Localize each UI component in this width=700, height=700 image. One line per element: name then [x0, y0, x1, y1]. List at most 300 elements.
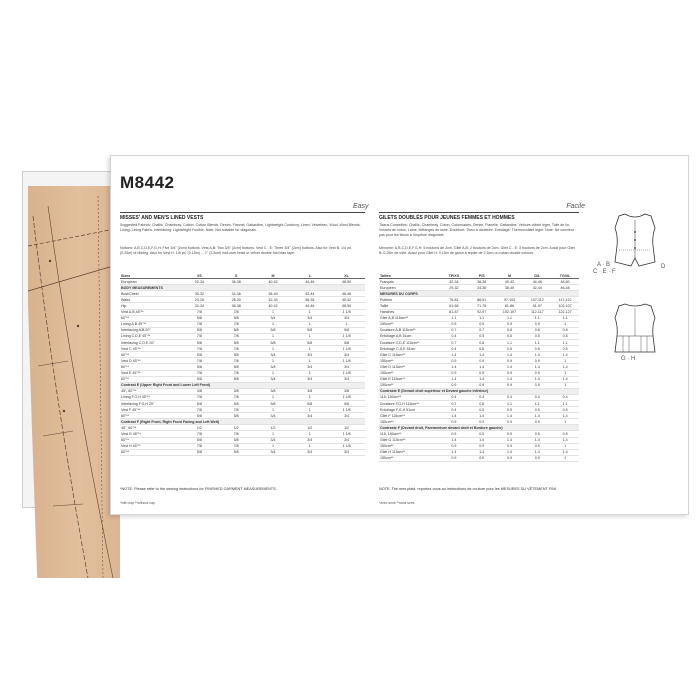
table-cell: 1.4	[506, 352, 512, 357]
notions-fr: Mercerie: A,B,C,D,E,F,G,H: 5 boutons de 2cm. Gilet A,B: 2 boutons de 2cm. Gilet C - E: 3 boutons de 2cm. Aussi pour Gilet B: 0,25m de côte. Aussi pour Gilet H: 0,15m de galon à replier de 2,5cm ou ruban double velours.	[379, 246, 575, 256]
table-cell: 46-48	[560, 285, 570, 290]
table-cell: 1 1/8	[342, 431, 351, 436]
table-cell: 0.5	[479, 334, 485, 339]
table-cell: 5/8	[270, 401, 276, 406]
table-cell: 30-32	[194, 291, 204, 296]
table-cell: 0.5	[506, 334, 512, 339]
table-cell: 34-36	[231, 291, 241, 296]
table-header-cell: XL	[344, 273, 349, 278]
table-cell: 60"**	[121, 316, 130, 321]
table-cell: 1 1/8	[342, 334, 351, 339]
table-cell: 115, 150cm**	[380, 395, 402, 400]
skill-level-fr: Facile	[566, 203, 585, 210]
table-cell: 5/8	[196, 352, 202, 357]
table-cell: 36-38	[231, 279, 241, 284]
table-cell: 5/8	[196, 401, 202, 406]
table-cell: 0.4	[451, 395, 457, 400]
table-cell: Contraste F (Devant droit, Parementure devant droit et Bordure gauche)	[380, 425, 503, 430]
table-cell: 0.4	[534, 395, 540, 400]
table-cell: 0.5	[479, 407, 485, 412]
table-cell: Gilet G 115cm**	[380, 438, 406, 443]
table-cell: 0.4	[451, 334, 457, 339]
table-cell: 7/8	[196, 431, 202, 436]
table-cell: 0.5	[534, 407, 540, 412]
table-cell: Vest G 45"**	[121, 431, 141, 436]
table-cell: 60"**	[121, 438, 130, 443]
table-cell: 48-50	[341, 304, 352, 309]
tissue-markings	[28, 186, 120, 578]
table-cell: 5/8	[196, 328, 202, 333]
table-cell: 5/8	[307, 340, 313, 345]
table-cell: 5/8	[233, 364, 239, 369]
table-cell: 1.4	[479, 438, 485, 443]
table-cell: 40-42	[504, 279, 515, 284]
table-cell: 76-81	[449, 297, 459, 302]
table-cell: 36-38	[477, 279, 487, 284]
table-cell: 3/4	[344, 352, 350, 357]
table-cell: 1/2	[307, 425, 313, 430]
table-cell: 0.8	[506, 328, 512, 333]
table-cell: 5/8	[196, 364, 202, 369]
table-cell: 0.5	[534, 334, 540, 339]
table-cell: 1	[271, 310, 274, 315]
table-cell: 3/4	[344, 450, 350, 455]
table-cell: 60"**	[121, 450, 130, 455]
table-cell: 61-66	[449, 304, 459, 309]
table-cell: 5/8	[196, 413, 202, 418]
table-cell: 60"**	[121, 413, 130, 418]
table-cell: 7/8	[233, 431, 239, 436]
table-cell: 3/4	[307, 377, 313, 382]
table-cell: 0.4	[506, 395, 512, 400]
table-cell: 1	[271, 358, 274, 363]
table-cell: 5/8	[270, 340, 276, 345]
table-cell: 5/8	[196, 438, 202, 443]
table-cell: 150cm**	[380, 444, 394, 449]
table-cell: 0.9	[479, 419, 485, 424]
table-cell: 150cm**	[380, 358, 394, 363]
table-cell: 0.5	[562, 431, 568, 436]
table-cell: 1.4	[506, 450, 512, 455]
table-cell: 1	[308, 334, 311, 339]
table-cell: 5/8	[344, 401, 350, 406]
table-cell: 7/8	[196, 310, 202, 315]
table-cell: Vest C 45"**	[121, 346, 141, 351]
table-cell: 7/8	[196, 346, 202, 351]
table-cell: 1.4	[562, 352, 568, 357]
table-cell: 32-34	[194, 304, 204, 309]
table-cell: 1.4	[451, 377, 457, 382]
table-cell: 44-46	[532, 279, 542, 284]
table-cell: 7/8	[233, 395, 239, 400]
table-cell: 1	[308, 358, 311, 363]
table-cell: 3/8	[196, 389, 202, 394]
table-cell: 0.9	[534, 371, 540, 376]
table-cell: 1	[564, 383, 567, 388]
table-cell: Lining F,G,H 45"**	[121, 395, 150, 400]
table-cell: 0.9	[451, 456, 457, 461]
table-cell: 0.5	[479, 431, 485, 436]
table-cell: 1.4	[534, 352, 540, 357]
table-cell: 3/4	[270, 450, 276, 455]
header-rule	[379, 212, 579, 213]
table-header-cell: M	[507, 273, 511, 278]
table-cell: 1	[271, 371, 274, 376]
table-cell: 1.1	[506, 401, 512, 406]
table-cell: 3/4	[307, 413, 313, 418]
table-header-cell: M	[271, 273, 275, 278]
table-cell: Contraste E (Devant droit supérieur et Devant gauche inférieur)	[380, 389, 489, 394]
table-cell: 0.9	[479, 383, 485, 388]
table-cell: 81-86	[504, 304, 515, 309]
table-cell: 32-34	[194, 279, 204, 284]
table-cell: 7/8	[233, 322, 239, 327]
table-cell: 112-117	[530, 310, 544, 315]
table-cell: 71-76	[477, 304, 487, 309]
table-cell: 3/4	[270, 352, 276, 357]
table-cell: 3/4	[344, 438, 350, 443]
table-cell: BODY MEASUREMENTS	[121, 285, 163, 290]
table-cell: 1	[308, 322, 311, 327]
table-cell: 1.4	[451, 438, 457, 443]
table-cell: Gilet F 115cm**	[380, 413, 405, 418]
table-cell: 7/8	[233, 334, 239, 339]
table-cell: Vest H 45"**	[121, 444, 141, 449]
front-view-drawing	[595, 206, 675, 286]
table-cell: 5/8	[344, 328, 350, 333]
table-cell: 45", 60"**	[121, 425, 137, 430]
table-cell: 0.5	[562, 407, 568, 412]
table-cell: 7/8	[233, 407, 239, 412]
table-cell: 42-44	[532, 285, 542, 290]
table-cell: 29-32	[449, 285, 459, 290]
table-cell: 0.5	[562, 346, 568, 351]
table-cell: 0.4	[479, 395, 485, 400]
table-cell: 5/8	[196, 340, 202, 345]
fabrics-fr: Tissus Conseillés: Challis, Chambray, Coton, Cotonnades, Denim, Flanelle, Gabardine, Velours côtelé léger, Toile de lin, Velours de coton, Laine, Mélanges de laine. Doublure: Tissu à doublure. Entoilage: Thermocollant léger. Note: Ne convient pas pour les tissus à l'imprimé diagonale.	[379, 223, 574, 238]
table-cell: Hip	[121, 304, 127, 309]
table-cell: 3/4	[307, 352, 313, 357]
pattern-tissue	[28, 186, 120, 578]
table-cell: 60"**	[121, 377, 130, 382]
table-cell: Interfacing C,D,E 20"	[121, 340, 155, 345]
table-cell: 0.5	[534, 431, 540, 436]
skill-level-en: Easy	[353, 203, 369, 210]
table-header-cell: TP/XS	[448, 273, 460, 278]
table-cell: 1.4	[451, 364, 457, 369]
table-cell: 28-30	[231, 297, 241, 302]
table-cell: 0.9	[534, 383, 540, 388]
table-cell: 0.9	[534, 358, 540, 363]
table-cell: 0.9	[534, 419, 540, 424]
table-cell: 7/8	[196, 395, 202, 400]
table-cell: 5/8	[344, 340, 350, 345]
footnote-en: *NOTE: Please refer to the sewing instructions for FINISHED GARMENT MEASUREMENTS.	[120, 487, 277, 491]
table-cell: 1 1/8	[342, 358, 351, 363]
table-cell: 0.7	[451, 340, 457, 345]
table-cell: 44-46	[305, 304, 315, 309]
table-cell: 1.1	[562, 316, 568, 321]
table-cell: 0.8	[479, 401, 485, 406]
view-label-d: D	[661, 264, 666, 270]
table-cell: 48-50	[560, 279, 570, 284]
table-cell: 3/4	[307, 438, 313, 443]
nap-key-en: *with nap **without nap	[120, 501, 155, 505]
table-cell: Doublure C,D,E 115cm**	[380, 340, 420, 345]
table-cell: Entoilage F,G,H 51cm	[380, 407, 415, 412]
table-cell: 3/8	[307, 389, 313, 394]
table-cell: 38-40	[504, 285, 515, 290]
table-cell: 36-38	[305, 297, 315, 302]
table-cell: 1.1	[562, 340, 568, 345]
table-cell: Vest F 45"**	[121, 407, 141, 412]
table-cell: 3/8	[344, 389, 350, 394]
table-header-cell: TG/XL	[559, 273, 571, 278]
table-cell: Interfacing A,B 20"	[121, 328, 151, 333]
table-cell: 0.5	[479, 346, 485, 351]
table-cell: 0.9	[451, 358, 457, 363]
table-cell: 5/8	[233, 352, 239, 357]
table-cell: Gilet C 115cm**	[380, 352, 406, 357]
table-cell: 7/8	[196, 371, 202, 376]
table-cell: Gilet E 115cm**	[380, 377, 406, 382]
table-cell: 5/8	[307, 401, 313, 406]
table-cell: 3/4	[307, 316, 313, 321]
title-en: MISSES' AND MEN'S LINED VESTS	[120, 215, 204, 221]
back-view-drawing	[595, 296, 675, 376]
table-cell: 1	[345, 322, 348, 327]
table-cell: 97-102	[503, 297, 516, 302]
table-cell: 1	[308, 346, 311, 351]
table-cell: 32-34	[268, 297, 278, 302]
table-cell: 0.9	[506, 371, 512, 376]
table-cell: 1	[271, 346, 274, 351]
table-cell: 1	[564, 371, 567, 376]
table-cell: 3/4	[307, 364, 313, 369]
table-cell: 1	[308, 371, 311, 376]
table-cell: 0.9	[506, 444, 512, 449]
table-cell: 0.5	[534, 346, 540, 351]
table-cell: Vest A,B 45"**	[121, 310, 144, 315]
table-cell: Français	[380, 279, 394, 284]
table-cell: 7/8	[233, 371, 239, 376]
table-cell: 7/8	[196, 407, 202, 412]
table-cell: 0.5	[451, 431, 457, 436]
table-cell: 0.9	[506, 358, 512, 363]
table-cell: 1/2	[196, 425, 202, 430]
table-cell: 7/8	[233, 310, 239, 315]
table-cell: 1.4	[451, 450, 457, 455]
table-cell: 1	[271, 431, 274, 436]
table-cell: 1.1	[506, 316, 512, 321]
table-cell: 86-91	[477, 297, 487, 302]
table-cell: Vest D 45"**	[121, 358, 141, 363]
yardage-table-fr	[379, 273, 579, 462]
table-cell: 0.9	[506, 383, 512, 388]
table-cell: 38-40	[268, 291, 278, 296]
table-cell: 32-34	[449, 279, 459, 284]
table-cell: 0.9	[534, 322, 540, 327]
table-cell: 102-107	[558, 304, 572, 309]
table-cell: 0.8	[534, 328, 540, 333]
table-cell: MESURES DU CORPS	[380, 291, 418, 296]
table-cell: Gilet A,B 115cm**	[380, 316, 409, 321]
table-cell: 150cm**	[380, 322, 394, 327]
table-cell: 1	[564, 444, 567, 449]
table-cell: 1 1/8	[342, 444, 351, 449]
table-cell: 5/8	[196, 450, 202, 455]
table-cell: 1	[308, 431, 311, 436]
table-cell: 1/2	[233, 425, 239, 430]
table-cell: Vest E 45"**	[121, 371, 141, 376]
table-cell: 1	[271, 322, 274, 327]
table-cell: 91-97	[532, 304, 542, 309]
table-cell: 3/4	[270, 438, 276, 443]
table-cell: 40-42	[268, 304, 278, 309]
english-column	[120, 156, 369, 514]
table-cell: 5/8	[233, 450, 239, 455]
yardage-table-en	[120, 273, 365, 456]
table-cell: 48-50	[341, 279, 352, 284]
table-cell: 0.9	[479, 322, 485, 327]
table-cell: 0.9	[479, 444, 485, 449]
table-cell: 7/8	[196, 322, 202, 327]
table-cell: 150cm**	[380, 419, 394, 424]
footnote-fr: NOTE: Tiré mes plaid, reportez-vous au instructions de couture pour les MESURES DU VÊTEMENT FINI.	[379, 487, 558, 491]
notions-en: Notions: A,B,C,D,E,F,G,H: Five 3/4" (2cm) buttons. Vest A,B: Two 3/4" (2cm) buttons. Vest C - E: Three 3/4" (2cm) buttons. Also for Vest B: 1/4 yd. (0.25m) of ribbing. Also for Vest H: 1/8 yd. (0.15m) ... 1" (2.5cm) fold-over braid or velvet double fold bias tape.	[120, 246, 352, 256]
table-cell: 1.4	[479, 352, 485, 357]
table-cell: 1.4	[451, 413, 457, 418]
table-cell: 34-36	[477, 285, 487, 290]
table-cell: 0.9	[479, 371, 485, 376]
table-cell: 0.7	[479, 328, 485, 333]
table-cell: 3/4	[270, 364, 276, 369]
table-cell: 5/8	[233, 401, 239, 406]
table-cell: 0.5	[506, 407, 512, 412]
table-cell: 1	[564, 322, 567, 327]
table-cell: 115, 150cm**	[380, 431, 402, 436]
table-cell: 0.9	[506, 322, 512, 327]
table-cell: 1/2	[344, 425, 350, 430]
table-cell: 1.4	[562, 413, 568, 418]
table-cell: 7/8	[196, 358, 202, 363]
table-cell: Taille	[380, 304, 389, 309]
table-cell: Entoilage C,D,E 51cm	[380, 346, 416, 351]
table-cell: 1 1/8	[342, 346, 351, 351]
table-cell: 81-87	[449, 310, 459, 315]
table-cell: 0.9	[451, 322, 457, 327]
table-cell: 5/8	[196, 316, 202, 321]
table-cell: 0.9	[451, 419, 457, 424]
table-cell: 3/4	[344, 377, 350, 382]
table-cell: 1.1	[506, 340, 512, 345]
table-cell: Interfacing F,G,H 20"	[121, 401, 155, 406]
table-cell: 1.4	[562, 377, 568, 382]
table-cell: 0.9	[506, 419, 512, 424]
table-cell: 107-112	[530, 297, 544, 302]
table-cell: 7/8	[233, 358, 239, 363]
table-cell: 1.4	[534, 364, 540, 369]
table-cell: 0.8	[562, 328, 568, 333]
table-cell: 42-44	[305, 291, 315, 296]
table-cell: Contrast E (Upper Right Front and Lower Left Front)	[121, 383, 211, 388]
table-cell: 150cm**	[380, 383, 394, 388]
table-cell: 1 1/8	[342, 395, 351, 400]
table-cell: 7/8	[196, 334, 202, 339]
table-cell: Gilet D 115cm**	[380, 364, 406, 369]
table-cell: 45", 60"**	[121, 389, 137, 394]
pattern-number: M8442	[120, 173, 175, 192]
table-cell: 1.1	[534, 340, 540, 345]
table-cell: 0.4	[451, 407, 457, 412]
table-cell: 0.4	[451, 346, 457, 351]
table-cell: 3/4	[344, 413, 350, 418]
table-cell: 0.9	[479, 456, 485, 461]
table-cell: 3/4	[344, 316, 350, 321]
view-label-gh: G · H	[621, 356, 636, 362]
table-cell: Doublure F,G,H 115cm**	[380, 401, 420, 406]
table-cell: 1.4	[562, 438, 568, 443]
table-cell: Lining C,D,E 45"**	[121, 334, 151, 339]
table-cell: 5/8	[233, 328, 239, 333]
table-cell: 1.4	[506, 438, 512, 443]
table-cell: 0.9	[451, 383, 457, 388]
table-cell: 3/4	[307, 450, 313, 455]
table-cell: 1.1	[562, 401, 568, 406]
table-cell: 60"**	[121, 352, 130, 357]
table-cell: 0.9	[534, 456, 540, 461]
table-cell: 1.4	[506, 413, 512, 418]
table-cell: 0.4	[562, 395, 568, 400]
table-header-cell: S	[234, 273, 238, 278]
table-cell: Waist	[121, 297, 130, 302]
table-cell: 1	[271, 407, 274, 412]
table-cell: 1.4	[506, 377, 512, 382]
table-cell: Européen	[380, 285, 396, 290]
table-cell: 1.1	[534, 401, 540, 406]
table-cell: 1.1	[479, 316, 485, 321]
table-cell: 36-38	[231, 304, 241, 309]
table-cell: 1.4	[534, 377, 540, 382]
table-row	[120, 450, 365, 456]
table-cell: European	[121, 279, 137, 284]
table-cell: 0.5	[506, 431, 512, 436]
table-cell: 0.9	[534, 444, 540, 449]
table-cell: 1	[271, 334, 274, 339]
table-cell: 102-107	[502, 310, 517, 315]
table-cell: 0.9	[479, 358, 485, 363]
french-column	[379, 156, 585, 514]
table-cell: 1/2	[270, 425, 276, 430]
table-cell: 1	[308, 395, 311, 400]
table-cell: Bust/Chest	[121, 291, 139, 296]
table-cell: 1.4	[562, 450, 568, 455]
table-cell: 1	[564, 358, 567, 363]
table-cell: 40-42	[341, 297, 352, 302]
view-label-ab: A · B	[597, 262, 611, 268]
table-header-cell: L	[308, 273, 311, 278]
table-cell: 3/4	[344, 364, 350, 369]
table-cell: 1	[271, 444, 274, 449]
table-cell: 122-127	[558, 310, 572, 315]
table-cell: Gilet H 115cm**	[380, 450, 406, 455]
table-cell: 1	[308, 310, 311, 315]
table-cell: 150cm**	[380, 456, 394, 461]
table-cell: 7/8	[196, 444, 202, 449]
table-cell: 44-46	[305, 279, 315, 284]
table-cell: 3/4	[270, 316, 276, 321]
table-cell: 0.9	[451, 371, 457, 376]
